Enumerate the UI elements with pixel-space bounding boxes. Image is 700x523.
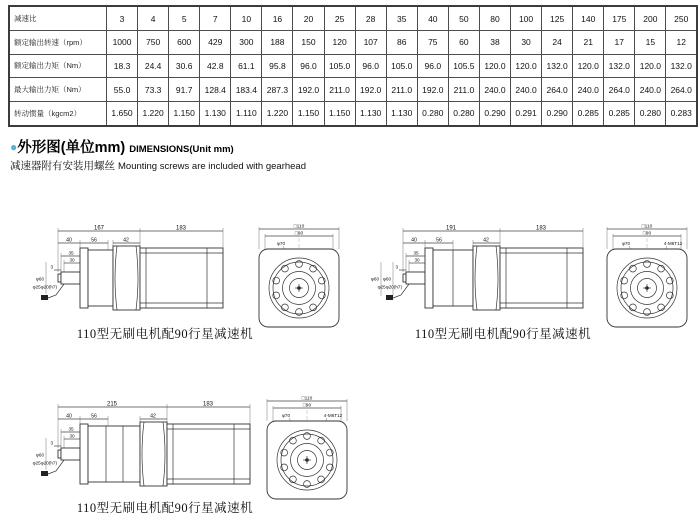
front-view-drawing-3 bbox=[258, 394, 358, 502]
table-cell: 10 bbox=[231, 6, 262, 31]
dia-label-2: φ60 bbox=[382, 276, 391, 282]
table-cell: 120.0 bbox=[573, 54, 604, 78]
flange-face bbox=[607, 249, 687, 327]
table-cell: 211.0 bbox=[386, 78, 417, 102]
motor-body bbox=[58, 246, 223, 310]
table-cell: 240.0 bbox=[573, 78, 604, 102]
motor-body bbox=[58, 422, 250, 486]
dim-square-inner: □90 bbox=[642, 231, 652, 237]
dim-h3: 3 bbox=[50, 264, 53, 270]
table-cell: 60 bbox=[448, 31, 479, 55]
table-cell: 192.0 bbox=[293, 78, 324, 102]
dim-total: 167 bbox=[93, 225, 105, 232]
dim-total: 215 bbox=[106, 401, 118, 408]
side-view-drawing-3 bbox=[28, 398, 258, 500]
table-cell: 1.110 bbox=[231, 101, 262, 126]
table-cell: 105.5 bbox=[448, 54, 479, 78]
table-cell: 15 bbox=[635, 31, 666, 55]
table-cell: 30.6 bbox=[169, 54, 200, 78]
dia-label: φ60 bbox=[35, 276, 44, 282]
table-cell: 40 bbox=[417, 6, 448, 31]
dim-square-outer: □110 bbox=[641, 224, 653, 230]
drawing-caption-3: 110型无刷电机配90行星减速机 bbox=[76, 501, 254, 515]
table-cell: 86 bbox=[386, 31, 417, 55]
section-title-cn: 外形图(单位mm) bbox=[17, 140, 126, 156]
table-cell: 192.0 bbox=[355, 78, 386, 102]
table-cell: 0.291 bbox=[511, 101, 542, 126]
dim-motor: 183 bbox=[175, 225, 187, 232]
table-cell: 35 bbox=[386, 6, 417, 31]
table-cell: 120.0 bbox=[479, 54, 510, 78]
side-view-drawing-1 bbox=[28, 222, 258, 322]
section-header bbox=[10, 136, 234, 157]
table-cell: 140 bbox=[573, 6, 604, 31]
table-cell: 0.285 bbox=[604, 101, 635, 126]
table-cell: 264.0 bbox=[542, 78, 573, 102]
table-cell: 20 bbox=[293, 6, 324, 31]
table-cell: 73.3 bbox=[138, 78, 169, 102]
shaft-label: φ25φ20(h7) bbox=[377, 284, 402, 290]
dim-motor: 183 bbox=[535, 225, 547, 232]
dia-label-1: φ60 bbox=[370, 276, 379, 282]
dim-seg2: 56 bbox=[436, 237, 442, 244]
front-view-drawing-2 bbox=[598, 222, 698, 330]
table-cell: 750 bbox=[138, 31, 169, 55]
dim-seg1: 40 bbox=[66, 237, 72, 244]
shaft-label: φ25φ20(h7) bbox=[32, 460, 57, 466]
table-cell: 128.4 bbox=[200, 78, 231, 102]
table-cell: 0.280 bbox=[635, 101, 666, 126]
dia-label: φ60 bbox=[35, 452, 44, 458]
table-cell: 100 bbox=[511, 6, 542, 31]
dim-seg2: 56 bbox=[91, 237, 97, 244]
table-row bbox=[9, 6, 697, 31]
dim-seg3: 42 bbox=[123, 237, 129, 244]
dim-pilot: φ70 bbox=[621, 241, 631, 246]
table-cell: 200 bbox=[635, 6, 666, 31]
table-cell: 1.220 bbox=[138, 101, 169, 126]
spec-table bbox=[8, 5, 698, 127]
dim-seg3: 42 bbox=[150, 413, 156, 420]
table-cell: 1000 bbox=[107, 31, 138, 55]
section-note-en: Mounting screws are included with gearhead bbox=[118, 161, 306, 172]
table-cell: 1.220 bbox=[262, 101, 293, 126]
connector-plug bbox=[386, 295, 393, 300]
table-cell: 240.0 bbox=[479, 78, 510, 102]
table-cell: 125 bbox=[542, 6, 573, 31]
table-cell: 120.0 bbox=[635, 54, 666, 78]
table-cell: 150 bbox=[293, 31, 324, 55]
table-cell: 429 bbox=[200, 31, 231, 55]
row-header: 额定输出转速（rpm） bbox=[9, 31, 107, 55]
table-cell: 24.4 bbox=[138, 54, 169, 78]
table-cell: 105.0 bbox=[386, 54, 417, 78]
table-cell: 24 bbox=[542, 31, 573, 55]
section-note-cn: 减速器附有安装用螺丝 bbox=[10, 160, 115, 172]
table-cell: 96.0 bbox=[417, 54, 448, 78]
table-row bbox=[9, 101, 697, 126]
table-cell: 240.0 bbox=[635, 78, 666, 102]
drawing-caption-1: 110型无刷电机配90行星减速机 bbox=[76, 327, 254, 341]
row-header: 减速比 bbox=[9, 6, 107, 31]
table-cell: 95.8 bbox=[262, 54, 293, 78]
dim-pilot: φ70 bbox=[281, 413, 291, 418]
dim-pilot: φ70 bbox=[276, 241, 286, 246]
dim-square-outer: □110 bbox=[293, 224, 305, 230]
table-cell: 211.0 bbox=[448, 78, 479, 102]
dim-square-inner: □90 bbox=[302, 403, 312, 409]
table-cell: 0.280 bbox=[417, 101, 448, 126]
dim-holes: 4-M6T12 bbox=[663, 241, 683, 246]
dim-h1: 35 bbox=[413, 250, 419, 256]
table-cell: 1.130 bbox=[200, 101, 231, 126]
table-cell: 21 bbox=[573, 31, 604, 55]
dim-h3: 3 bbox=[395, 264, 398, 270]
table-cell: 7 bbox=[200, 6, 231, 31]
dim-seg2: 56 bbox=[91, 413, 97, 420]
table-cell: 132.0 bbox=[542, 54, 573, 78]
table-cell: 80 bbox=[479, 6, 510, 31]
table-cell: 287.3 bbox=[262, 78, 293, 102]
shaft-label: φ25φ20(h7) bbox=[32, 284, 57, 290]
dim-h2: 30 bbox=[69, 257, 75, 263]
side-view-drawing-2 bbox=[330, 222, 600, 322]
spec-table-body bbox=[9, 6, 697, 126]
table-cell: 4 bbox=[138, 6, 169, 31]
table-cell: 300 bbox=[231, 31, 262, 55]
table-cell: 211.0 bbox=[324, 78, 355, 102]
table-cell: 55.0 bbox=[107, 78, 138, 102]
dim-seg1: 40 bbox=[411, 237, 417, 244]
table-cell: 1.130 bbox=[355, 101, 386, 126]
table-cell: 38 bbox=[479, 31, 510, 55]
row-header: 转动惯量（kgcm2） bbox=[9, 101, 107, 126]
dim-h1: 35 bbox=[68, 426, 74, 432]
dim-h2: 30 bbox=[69, 433, 75, 439]
table-cell: 61.1 bbox=[231, 54, 262, 78]
row-header: 额定输出力矩（Nm） bbox=[9, 54, 107, 78]
table-cell: 120 bbox=[324, 31, 355, 55]
table-cell: 1.130 bbox=[386, 101, 417, 126]
table-cell: 188 bbox=[262, 31, 293, 55]
dim-motor: 183 bbox=[202, 401, 214, 408]
table-cell: 1.650 bbox=[107, 101, 138, 126]
table-cell: 0.285 bbox=[573, 101, 604, 126]
table-cell: 30 bbox=[511, 31, 542, 55]
table-cell: 50 bbox=[448, 6, 479, 31]
table-cell: 175 bbox=[604, 6, 635, 31]
table-cell: 1.150 bbox=[169, 101, 200, 126]
dim-square-outer: □110 bbox=[301, 396, 313, 402]
table-cell: 5 bbox=[169, 6, 200, 31]
dim-seg1: 40 bbox=[66, 413, 72, 420]
table-cell: 28 bbox=[355, 6, 386, 31]
table-cell: 75 bbox=[417, 31, 448, 55]
table-cell: 105.0 bbox=[324, 54, 355, 78]
dim-seg3: 42 bbox=[483, 237, 489, 244]
table-cell: 0.290 bbox=[479, 101, 510, 126]
table-cell: 42.8 bbox=[200, 54, 231, 78]
table-cell: 240.0 bbox=[511, 78, 542, 102]
table-cell: 96.0 bbox=[293, 54, 324, 78]
spec-table-wrap bbox=[8, 5, 698, 127]
table-cell: 107 bbox=[355, 31, 386, 55]
table-cell: 16 bbox=[262, 6, 293, 31]
table-cell: 1.150 bbox=[293, 101, 324, 126]
table-cell: 192.0 bbox=[417, 78, 448, 102]
table-cell: 264.0 bbox=[604, 78, 635, 102]
table-cell: 3 bbox=[107, 6, 138, 31]
bullet-icon: ● bbox=[10, 140, 18, 154]
table-cell: 17 bbox=[604, 31, 635, 55]
table-cell: 0.280 bbox=[448, 101, 479, 126]
connector-plug bbox=[41, 295, 48, 300]
table-cell: 0.283 bbox=[666, 101, 697, 126]
table-row bbox=[9, 54, 697, 78]
table-cell: 96.0 bbox=[355, 54, 386, 78]
table-cell: 1.150 bbox=[324, 101, 355, 126]
table-row bbox=[9, 78, 697, 102]
table-cell: 132.0 bbox=[666, 54, 697, 78]
table-cell: 250 bbox=[666, 6, 697, 31]
table-cell: 132.0 bbox=[604, 54, 635, 78]
flange-face bbox=[267, 421, 347, 499]
table-cell: 91.7 bbox=[169, 78, 200, 102]
table-cell: 600 bbox=[169, 31, 200, 55]
connector-plug bbox=[41, 471, 48, 476]
dim-holes: 4-M6T12 bbox=[323, 413, 343, 418]
table-cell: 25 bbox=[324, 6, 355, 31]
drawing-caption-2: 110型无刷电机配90行星减速机 bbox=[414, 327, 592, 341]
flange-face bbox=[259, 249, 339, 327]
table-cell: 0.290 bbox=[542, 101, 573, 126]
section-title-en: DIMENSIONS(Unit mm) bbox=[129, 144, 234, 155]
row-header: 最大输出力矩（Nm） bbox=[9, 78, 107, 102]
table-cell: 120.0 bbox=[511, 54, 542, 78]
table-cell: 264.0 bbox=[666, 78, 697, 102]
motor-body bbox=[403, 246, 583, 310]
table-cell: 183.4 bbox=[231, 78, 262, 102]
table-cell: 18.3 bbox=[107, 54, 138, 78]
dim-square-inner: □90 bbox=[294, 231, 304, 237]
dim-h3: 3 bbox=[50, 440, 53, 446]
section-note bbox=[10, 156, 306, 174]
dim-h2: 30 bbox=[414, 257, 420, 263]
table-cell: 12 bbox=[666, 31, 697, 55]
dim-total: 191 bbox=[445, 225, 457, 232]
table-row bbox=[9, 31, 697, 55]
dim-h1: 35 bbox=[68, 250, 74, 256]
